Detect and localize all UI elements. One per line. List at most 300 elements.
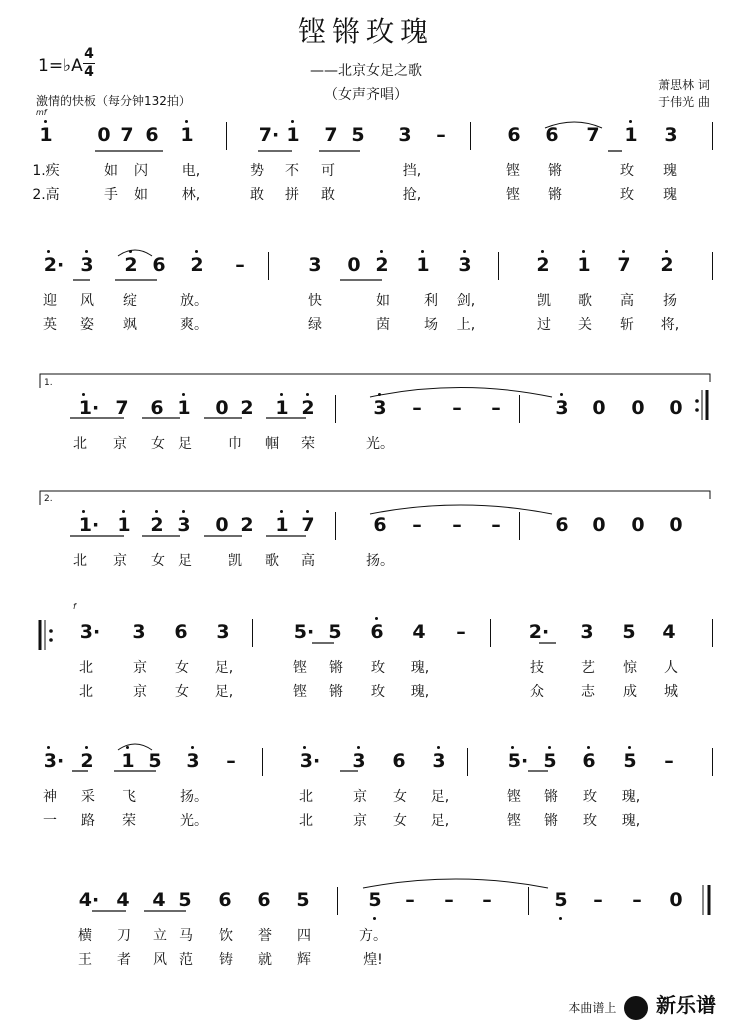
note-s6-15: – [664,750,674,772]
octave-dot-high [375,617,378,620]
note-s4-7: 1 [275,514,289,536]
lyric-s5-v1-11: 惊 [623,660,637,676]
lyric-s7-v2-6: 就 [258,952,272,968]
lyric-s6-v1-11: 玫 [583,789,597,805]
lyric-s6-v2-6: 京 [353,813,367,829]
note-s7-3: 4 [152,889,166,911]
barline [528,887,529,915]
lyric-s2-v2-9: 过 [537,317,551,333]
octave-dot-high [191,746,194,749]
lyric-s1-v1-7: 可 [321,163,335,179]
lyric-s7-v2-3: 风 [153,952,167,968]
note-s6-4: 5 [148,750,162,772]
footer-prefix: 本曲谱上 [568,1000,617,1015]
note-s6-9: 6 [392,750,406,772]
lyric-s7-v1-7: 四 [297,928,311,944]
note-s1-1: 1 [39,124,53,146]
octave-dot-high [629,120,632,123]
note-s2-15: 2 [660,254,674,276]
lyric-s2-v2-6: 茵 [376,317,390,333]
lyric-s1-v2-2: 手 [104,187,118,203]
lyric-s5-v2-8: 瑰, [410,684,430,700]
barline [490,619,491,647]
lyric-s6-v2-11: 玫 [583,813,597,829]
lyric-s3-v1-5: 巾 [228,436,242,452]
lyric-s2-v2-1: 英 [43,317,57,333]
note-s7-14: – [632,889,642,911]
lyric-s6-v2-5: 北 [299,813,313,829]
lyric-s6-v1-12: 瑰, [621,789,641,805]
note-s7-1: 4· [78,889,100,911]
note-s3-3: 6 [150,397,164,419]
note-s3-13: 3 [555,397,569,419]
lyric-s1-v1-2: 如 [104,163,118,179]
octave-dot-high [306,393,309,396]
lyric-s2-v1-8: 剑, [456,293,476,309]
note-s6-5: 3 [186,750,200,772]
octave-dot-high [628,746,631,749]
lyric-s3-v1-1: 北 [73,436,87,452]
octave-dot-high [587,746,590,749]
note-s2-8: 0 [347,254,361,276]
lyric-s1-v2-3: 如 [134,187,148,203]
lyric-s1-v1-3: 闪 [134,163,148,179]
lyric-s6-v1-7: 女 [393,789,407,805]
barline [498,252,499,280]
note-s1-12: 6 [507,124,521,146]
lyric-s6-v2-1: 一 [43,813,57,829]
note-s4-2: 1 [117,514,131,536]
lyric-s1-v2-10: 锵 [548,187,562,203]
note-s7-5: 6 [218,889,232,911]
octave-dot-high [82,510,85,513]
lyric-s4-v1-2: 京 [113,553,127,569]
note-s1-16: 3 [664,124,678,146]
octave-dot-high [126,746,129,749]
lyric-s4-v1-3: 女 [151,553,165,569]
note-s4-11: – [452,514,462,536]
lyric-s1-v2-7: 敢 [321,187,335,203]
note-s5-1: 3· [79,621,101,643]
note-s2-12: 2 [536,254,550,276]
lyric-s1-v2-12: 瑰 [663,187,677,203]
octave-dot-high [195,250,198,253]
octave-dot-high [511,746,514,749]
lyric-s6-v1-6: 京 [353,789,367,805]
note-s4-16: 0 [669,514,683,536]
note-s7-13: – [593,889,603,911]
note-s3-1: 1· [78,397,100,419]
lyric-s2-v1-2: 风 [80,293,94,309]
note-s4-15: 0 [631,514,645,536]
barline [262,748,263,776]
lyric-s7-v2-1: 王 [78,952,92,968]
note-s7-4: 5 [178,889,192,911]
lyric-s4-v1-4: 足 [178,553,192,569]
lyricist-credit: 萧思林 词 [658,78,710,92]
barline [252,619,253,647]
lyric-s2-v1-7: 利 [424,293,438,309]
lyric-s7-v1-1: 横 [78,928,92,944]
note-s6-14: 5 [623,750,637,772]
octave-dot-high [665,250,668,253]
lyric-s6-v2-2: 路 [81,813,95,829]
lyric-s1-v2-11: 玫 [620,187,634,203]
note-s6-3: 1 [121,750,135,772]
note-s5-10: 2· [528,621,550,643]
lyric-s2-v2-5: 绿 [308,317,322,333]
lyric-s5-v1-5: 铿 [293,660,307,676]
octave-dot-high [155,510,158,513]
site-logo: 新乐谱 [656,992,716,1017]
lyric-s7-v2-8: 煌! [363,952,383,968]
lyric-s3-v1-3: 女 [151,436,165,452]
lyric-s1-v2-5: 敢 [250,187,264,203]
barline [519,512,520,540]
lyric-s2-v2-7: 场 [424,317,438,333]
lyric-s7-v2-7: 辉 [297,952,311,968]
lyric-s5-v2-12: 城 [664,684,678,700]
lyric-s6-v2-4: 光。 [180,813,208,829]
octave-dot-high [421,250,424,253]
note-s1-3: 7 [120,124,134,146]
note-s2-9: 2 [375,254,389,276]
lyric-s5-v1-8: 瑰, [410,660,430,676]
note-s3-15: 0 [631,397,645,419]
note-s6-6: – [226,750,236,772]
octave-dot-high [306,510,309,513]
lyric-s1-v1-6: 不 [285,163,299,179]
lyric-s6-v1-5: 北 [299,789,313,805]
note-s2-7: 3 [308,254,322,276]
lyric-s4-v1-6: 歌 [265,553,279,569]
octave-dot-high [47,746,50,749]
octave-dot-high [182,393,185,396]
note-s3-14: 0 [592,397,606,419]
lyric-s1-v1-12: 瑰 [663,163,677,179]
lyric-s6-v2-3: 荣 [122,813,136,829]
octave-dot-high [463,250,466,253]
lyric-s1-v1-9: 铿 [506,163,520,179]
lyric-s1-v1-5: 势 [250,163,264,179]
note-s2-6: – [235,254,245,276]
dynamic-mf: mf [36,108,47,117]
note-s5-5: 5· [293,621,315,643]
song-title: 铿锵玫瑰 [297,15,434,48]
note-s2-4: 6 [152,254,166,276]
note-s4-10: – [412,514,422,536]
note-s6-10: 3 [432,750,446,772]
barline [337,887,338,915]
octave-dot-high [122,510,125,513]
note-s6-7: 3· [299,750,321,772]
barline [467,748,468,776]
barline [519,395,520,423]
note-s4-4: 3 [177,514,191,536]
note-s3-6: 2 [240,397,254,419]
note-s4-12: – [491,514,501,536]
lyric-s5-v1-6: 锵 [329,660,343,676]
barline [712,122,713,150]
octave-dot-high [185,120,188,123]
note-s1-8: 7 [324,124,338,146]
note-s4-6: 2 [240,514,254,536]
lyric-s1-v2-9: 铿 [506,187,520,203]
octave-dot-high [380,250,383,253]
note-s5-9: – [456,621,466,643]
note-s2-11: 3 [458,254,472,276]
note-s5-3: 6 [174,621,188,643]
tempo-marking: 激情的快板（每分钟132拍） [36,94,191,108]
octave-dot-high [47,250,50,253]
note-s1-14: 7 [586,124,600,146]
note-s6-12: 5 [543,750,557,772]
barline [470,122,471,150]
lyric-s1-v2-8: 抢, [402,187,422,203]
octave-dot-high [129,250,132,253]
lyric-s4-v1-8: 扬。 [366,553,394,569]
note-s4-13: 6 [555,514,569,536]
note-s6-13: 6 [582,750,596,772]
lyric-s7-v1-4: 马 [179,928,193,944]
note-s1-5: 1 [180,124,194,146]
lyric-s6-v1-9: 铿 [507,789,521,805]
note-s7-9: – [405,889,415,911]
lyric-s5-v1-12: 人 [664,660,678,676]
lyric-s5-v1-10: 艺 [581,660,595,676]
lyric-s6-v1-8: 足, [430,789,450,805]
note-s2-14: 7 [617,254,631,276]
lyric-s1-v1-1: 1.疾 [32,163,60,179]
lyric-s2-v2-3: 飒 [123,317,137,333]
lyric-s1-v2-4: 林, [181,187,201,203]
lyric-s1-v2-1: 2.高 [32,187,60,203]
lyric-s2-v1-4: 放。 [180,293,208,309]
note-s5-12: 5 [622,621,636,643]
time-signature-bottom: 4 [84,64,94,80]
lyric-s7-v1-6: 誉 [258,928,272,944]
note-s3-12: – [491,397,501,419]
note-s4-3: 2 [150,514,164,536]
lyric-s3-v1-7: 荣 [301,436,315,452]
dynamic-f: f [73,602,76,611]
octave-dot-high [85,746,88,749]
note-s3-2: 7 [115,397,129,419]
octave-dot-high [622,250,625,253]
note-s3-8: 2 [301,397,315,419]
note-s4-9: 6 [373,514,387,536]
note-s7-10: – [444,889,454,911]
lyric-s2-v1-1: 迎 [43,293,57,309]
note-s4-8: 7 [301,514,315,536]
note-s3-9: 3 [373,397,387,419]
lyric-s5-v1-7: 玫 [371,660,385,676]
octave-dot-high [182,510,185,513]
lyric-s2-v2-11: 斩 [620,317,634,333]
note-s1-10: 3 [398,124,412,146]
lyric-s6-v1-4: 扬。 [180,789,208,805]
lyric-s5-v2-2: 京 [133,684,147,700]
barline [335,395,336,423]
octave-dot-high [548,746,551,749]
octave-dot-high [303,746,306,749]
performance-type: （女声齐唱） [324,87,408,103]
lyric-s2-v2-4: 爽。 [180,317,208,333]
lyric-s2-v1-9: 凯 [537,293,551,309]
lyric-s7-v1-2: 刀 [117,928,131,944]
lyric-s4-v1-5: 凯 [228,553,242,569]
octave-dot-high [291,120,294,123]
footer [568,989,716,1021]
note-s1-7: 1 [286,124,300,146]
note-s5-2: 3 [132,621,146,643]
note-s1-11: – [436,124,446,146]
barline [268,252,269,280]
note-s3-4: 1 [177,397,191,419]
note-s7-2: 4 [116,889,130,911]
note-s4-1: 1· [78,514,100,536]
note-s1-2: 0 [97,124,111,146]
lyric-s2-v2-2: 姿 [80,317,94,333]
first-ending-label: 1. [44,378,53,388]
lyric-s7-v2-5: 铸 [219,952,233,968]
note-s3-16: 0 [669,397,683,419]
barline [712,252,713,280]
lyric-s5-v1-4: 足, [214,660,234,676]
note-s6-2: 2 [80,750,94,772]
lyric-s5-v1-1: 北 [79,660,93,676]
octave-dot-high [437,746,440,749]
note-s6-1: 3· [43,750,65,772]
octave-dot-high [85,250,88,253]
note-s5-7: 6 [370,621,384,643]
lyric-s5-v2-7: 玫 [371,684,385,700]
octave-dot-high [378,393,381,396]
note-s3-10: – [412,397,422,419]
barline [712,619,713,647]
lyric-s5-v2-10: 志 [581,684,595,700]
lyric-s6-v2-12: 瑰, [621,813,641,829]
barline [712,748,713,776]
note-s1-6: 7· [258,124,280,146]
note-s2-2: 3 [80,254,94,276]
note-s4-5: 0 [215,514,229,536]
note-s3-5: 0 [215,397,229,419]
octave-dot-high [582,250,585,253]
note-s1-15: 1 [624,124,638,146]
note-s1-9: 5 [351,124,365,146]
note-s7-7: 5 [296,889,310,911]
note-s3-7: 1 [275,397,289,419]
octave-dot-high [357,746,360,749]
octave-dot-low [559,917,562,920]
lyric-s2-v1-6: 如 [376,293,390,309]
lyric-s6-v1-1: 神 [43,789,57,805]
second-ending-label: 2. [44,494,53,504]
note-s7-8: 5 [368,889,382,911]
lyric-s3-v1-4: 足 [178,436,192,452]
note-s2-13: 1 [577,254,591,276]
octave-dot-high [82,393,85,396]
note-s5-13: 4 [662,621,676,643]
lyric-s6-v2-8: 足, [430,813,450,829]
note-s5-4: 3 [216,621,230,643]
octave-dot-low [373,917,376,920]
lyric-s6-v2-7: 女 [393,813,407,829]
lyric-s7-v1-5: 饮 [219,928,233,944]
lyric-s2-v2-10: 关 [578,317,592,333]
lyric-s2-v1-12: 扬 [663,293,677,309]
note-s7-11: – [482,889,492,911]
key-signature: 1=♭A [38,56,83,76]
lyric-s6-v2-9: 铿 [507,813,521,829]
note-s5-8: 4 [412,621,426,643]
note-s5-6: 5 [328,621,342,643]
lyric-s5-v2-11: 成 [623,684,637,700]
lyric-s1-v1-8: 挡, [402,163,422,179]
lyric-s6-v1-3: 飞 [122,789,136,805]
lyric-s6-v2-10: 锵 [544,813,558,829]
lyric-s1-v2-6: 拼 [285,187,299,203]
lyric-s5-v1-3: 女 [175,660,189,676]
note-s3-11: – [452,397,462,419]
lyric-s4-v1-1: 北 [73,553,87,569]
lyric-s2-v1-5: 快 [308,293,322,309]
octave-dot-high [560,393,563,396]
note-s2-3: 2 [124,254,138,276]
lyric-s2-v2-8: 上, [456,317,476,333]
note-s7-6: 6 [257,889,271,911]
barline [226,122,227,150]
octave-dot-high [280,393,283,396]
note-s7-15: 0 [669,889,683,911]
lyric-s1-v1-10: 锵 [548,163,562,179]
note-s1-13: 6 [545,124,559,146]
note-s6-11: 5· [507,750,529,772]
lyric-s6-v1-2: 采 [81,789,95,805]
lyric-s6-v1-10: 锵 [544,789,558,805]
lyric-s1-v1-11: 玫 [620,163,634,179]
lyric-s5-v2-3: 女 [175,684,189,700]
lyric-s3-v1-2: 京 [113,436,127,452]
lyric-s7-v2-4: 范 [179,952,193,968]
note-s7-12: 5 [554,889,568,911]
time-signature-top: 4 [84,46,94,62]
subtitle: ——北京女足之歌 [310,63,422,79]
octave-dot-high [280,510,283,513]
octave-dot-high [44,120,47,123]
lyric-s1-v1-4: 电, [181,163,201,179]
note-s5-11: 3 [580,621,594,643]
lyric-s3-v1-6: 帼 [265,436,279,452]
lyric-s7-v1-3: 立 [153,928,167,944]
note-s2-5: 2 [190,254,204,276]
lyric-s2-v2-12: 将, [660,317,680,333]
lyric-s5-v2-9: 众 [530,684,544,700]
lyric-s5-v2-1: 北 [79,684,93,700]
record-disc-icon [624,996,648,1020]
note-s2-10: 1 [416,254,430,276]
lyric-s2-v1-10: 歌 [578,293,592,309]
lyric-s5-v1-9: 技 [530,660,544,676]
lyric-s2-v1-11: 高 [620,293,634,309]
lyric-s4-v1-7: 高 [301,553,315,569]
note-s2-1: 2· [43,254,65,276]
lyric-s5-v2-4: 足, [214,684,234,700]
octave-dot-high [541,250,544,253]
note-s6-8: 3 [352,750,366,772]
barline [335,512,336,540]
